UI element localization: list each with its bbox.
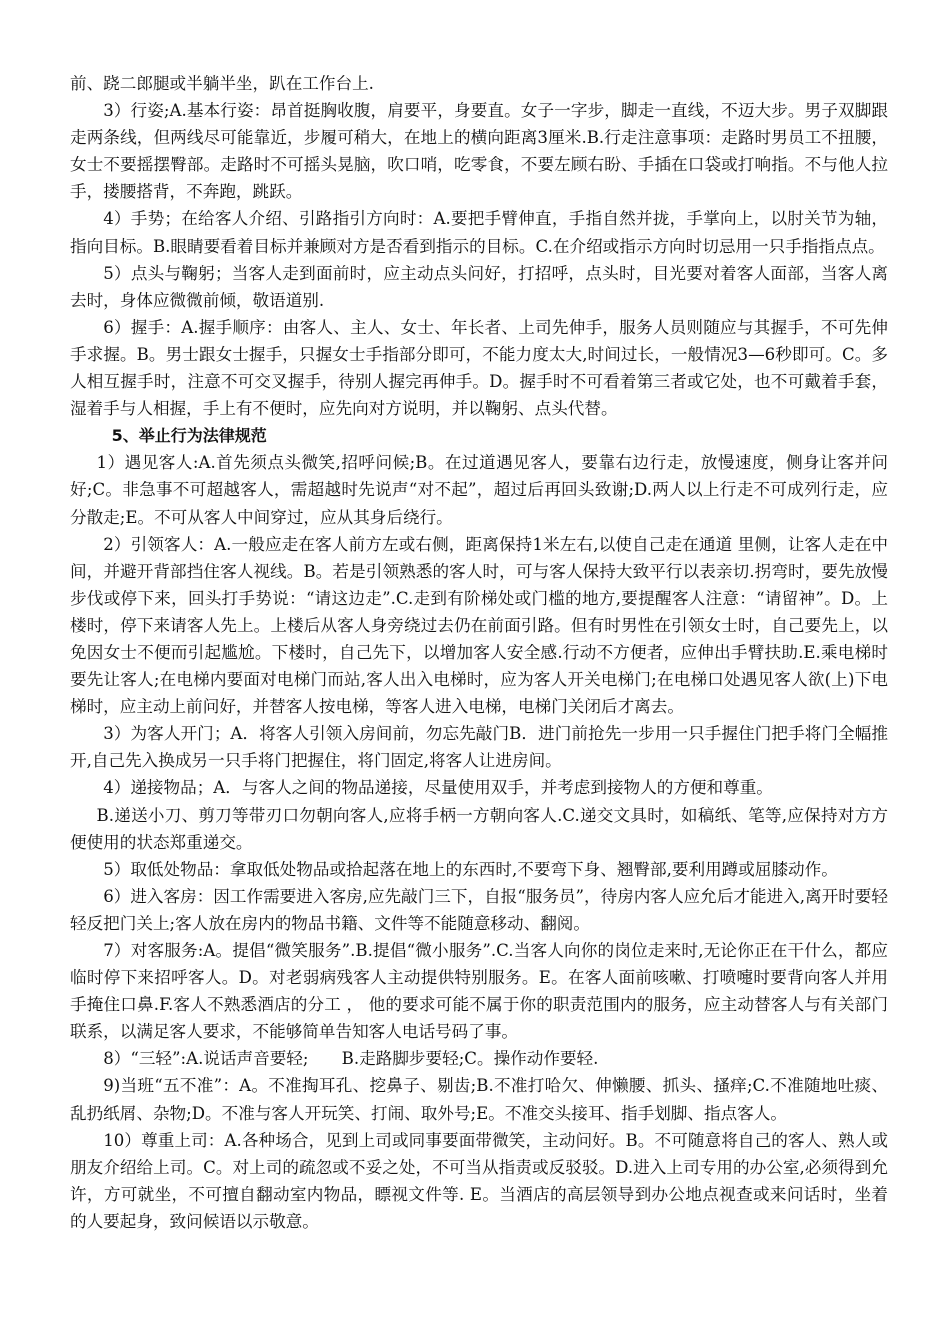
posture-gesture: 4）手势；在给客人介绍、引路指引方向时：A.要把手臂伸直，手指自然并拢，手掌向上，以肘关节为轴，指向目标。B.眼睛要看着目标并兼顾对方是否看到指示的目标。C.在介绍或指示方向时切忌用一只手指指点点。 (70, 209, 888, 256)
posture-walking: 3）行姿;A.基本行姿：昂首挺胸收腹，肩要平，身要直。女子一字步，脚走一直线，不迈大步。男子双脚跟走两条线，但两线尽可能靠近，步履可稍大，在地上的横向距离3厘米.B.行走注意事项：走路时男员工不扭腰，女士不要摇摆臀部。走路时不可摇头晃脑，吹口哨，吃零食，不要左顾右盼、手插在口袋或打响指。不与他人拉手，搂腰搭背，不奔跑，跳跃。 (70, 101, 888, 202)
conduct-opening-door: 3）为客人开门；A．将客人引领入房间前，勿忘先敲门B．进门前抢先一步用一只手握住门把手将门全幅推开,自己先入换成另一只手将门把握住，将门固定,将客人让进房间。 (70, 724, 888, 771)
conduct-handing-items: 4）递接物品；A．与客人之间的物品递接，尽量使用双手，并考虑到接物人的方便和尊重。 (103, 778, 773, 798)
conduct-three-quiet: 8）“三轻”:A.说话声音要轻; B.走路脚步要轻;C。操作动作要轻. (103, 1049, 599, 1069)
conduct-low-objects: 5）取低处物品：拿取低处物品或拾起落在地上的东西时,不要弯下身、翘臀部,要利用蹲或屈膝动作。 (103, 859, 838, 879)
posture-handshake: 6）握手：A.握手顺序：由客人、主人、女士、年长者、上司先伸手，服务人员则随应与其握手，不可先伸手求握。B。男士跟女士握手，只握女士手指部分即可，不能力度太大,时间过长，一般情况3—6秒即可。C。多人相互握手时，注意不可交叉握手，待别人握完再伸手。D。握手时不可看着第三者或它处，也不可戴着手套，湿着手与人相握，手上有不便时，应先向对方说明，并以鞠躬、点头代替。 (70, 317, 888, 419)
conduct-handing-items-continued: B.递送小刀、剪刀等带刃口勿朝向客人,应将手柄一方朝向客人.C.递交文具时，如稿纸、笔等,应保持对方方便使用的状态郑重递交。 (70, 805, 888, 852)
conduct-guiding-guests: 2）引领客人：A.一般应走在客人前方左或右侧，距离保持1米左右,以使自己走在通道 里侧，让客人走在中间，并避开背部挡住客人视线。B。若是引领熟悉的客人时，可与客人保持大致平行以表亲切.拐弯时，要先放慢步伐或停下来，回头打手势说：“请这边走”.C.走到有阶梯处或门槛的地方,要提醒客人注意：“请留神”。D。上楼时，停下来请客人先上。上楼后从客人身旁绕过去仍在前面引路。但有时男性在引领女士时，自己要先上，以免因女士不便而引起尴尬。下楼时，自己先下，以增加客人安全感.行动不方便者，应伸出手臂扶助.E.乘电梯时要先让客人;在电梯内要面对电梯门而站,客人出入电梯时，应为客人开关电梯门;在电梯口处遇见客人欲(上)下电梯时，应主动上前问好，并替客人按电梯，等客人进入电梯，电梯门关闭后才离去。 (70, 534, 888, 717)
conduct-five-prohibitions: 9)当班“五不准”：A。不准掏耳孔、挖鼻子、剔齿;B.不准打哈欠、伸懒腰、抓头、搔痒;C.不准随地吐痰、乱扔纸屑、杂物;D。不准与客人开玩笑、打闹、取外号;E。不准交头接耳、指手划脚、指点客人。 (70, 1076, 888, 1123)
conduct-meeting-guests: 1）遇见客人:A.首先须点头微笑,招呼问候;B。在过道遇见客人，要靠右边行走，放慢速度，侧身让客并问好;C。非急事不可超越客人，需超越时先说声“对不起”，超过后再回头致谢;D.两人以上行走不可成列行走，应分散走;E。不可从客人中间穿过，应从其身后绕行。 (70, 453, 888, 527)
conduct-entering-room: 6）进入客房：因工作需要进入客房,应先敲门三下，自报“服务员”，待房内客人应允后才能进入,离开时要轻轻反把门关上;客人放在房内的物品书籍、文件等不能随意移动、翻阅。 (70, 886, 888, 933)
section-heading: 5、举止行为法律规范 (111, 426, 267, 446)
posture-nod-bow: 5）点头与鞠躬；当客人走到面前时，应主动点头问好，打招呼，点头时，目光要对着客人面部，当客人离去时，身体应微微前倾，敬语道别. (70, 263, 888, 310)
intro-fragment: 前、跷二郎腿或半躺半坐，趴在工作台上. (70, 74, 374, 93)
conduct-respect-supervisors: 10）尊重上司：A.各种场合，见到上司或同事要面带微笑，主动问好。B。不可随意将自己的客人、熟人或朋友介绍给上司。C。对上司的疏忽或不妥之处，不可当从指责或反驳驳。D.进入上司专用的办公室,必须得到允许，方可就坐，不可擅自翻动室内物品，瞟视文件等. E。当酒店的高层领导到办公地点视查或来问话时，坐着的人要起身，致问候语以示敬意。 (70, 1130, 888, 1231)
document-page (70, 70, 888, 1235)
conduct-guest-service: 7）对客服务:A。提倡“微笑服务”.B.提倡“微小服务”.C.当客人向你的岗位走来时,无论你正在干什么，都应临时停下来招呼客人。D。对老弱病残客人主动提供特别服务。E。在客人面前咳嗽、打喷嚏时要背向客人并用手掩住口鼻.F.客人不熟悉酒店的分工 ， 他的要求可能不属于你的职责范围内的服务，应主动替客人与有关部门联系，以满足客人要求，不能够简单告知客人电话号码了事。 (70, 941, 888, 1042)
